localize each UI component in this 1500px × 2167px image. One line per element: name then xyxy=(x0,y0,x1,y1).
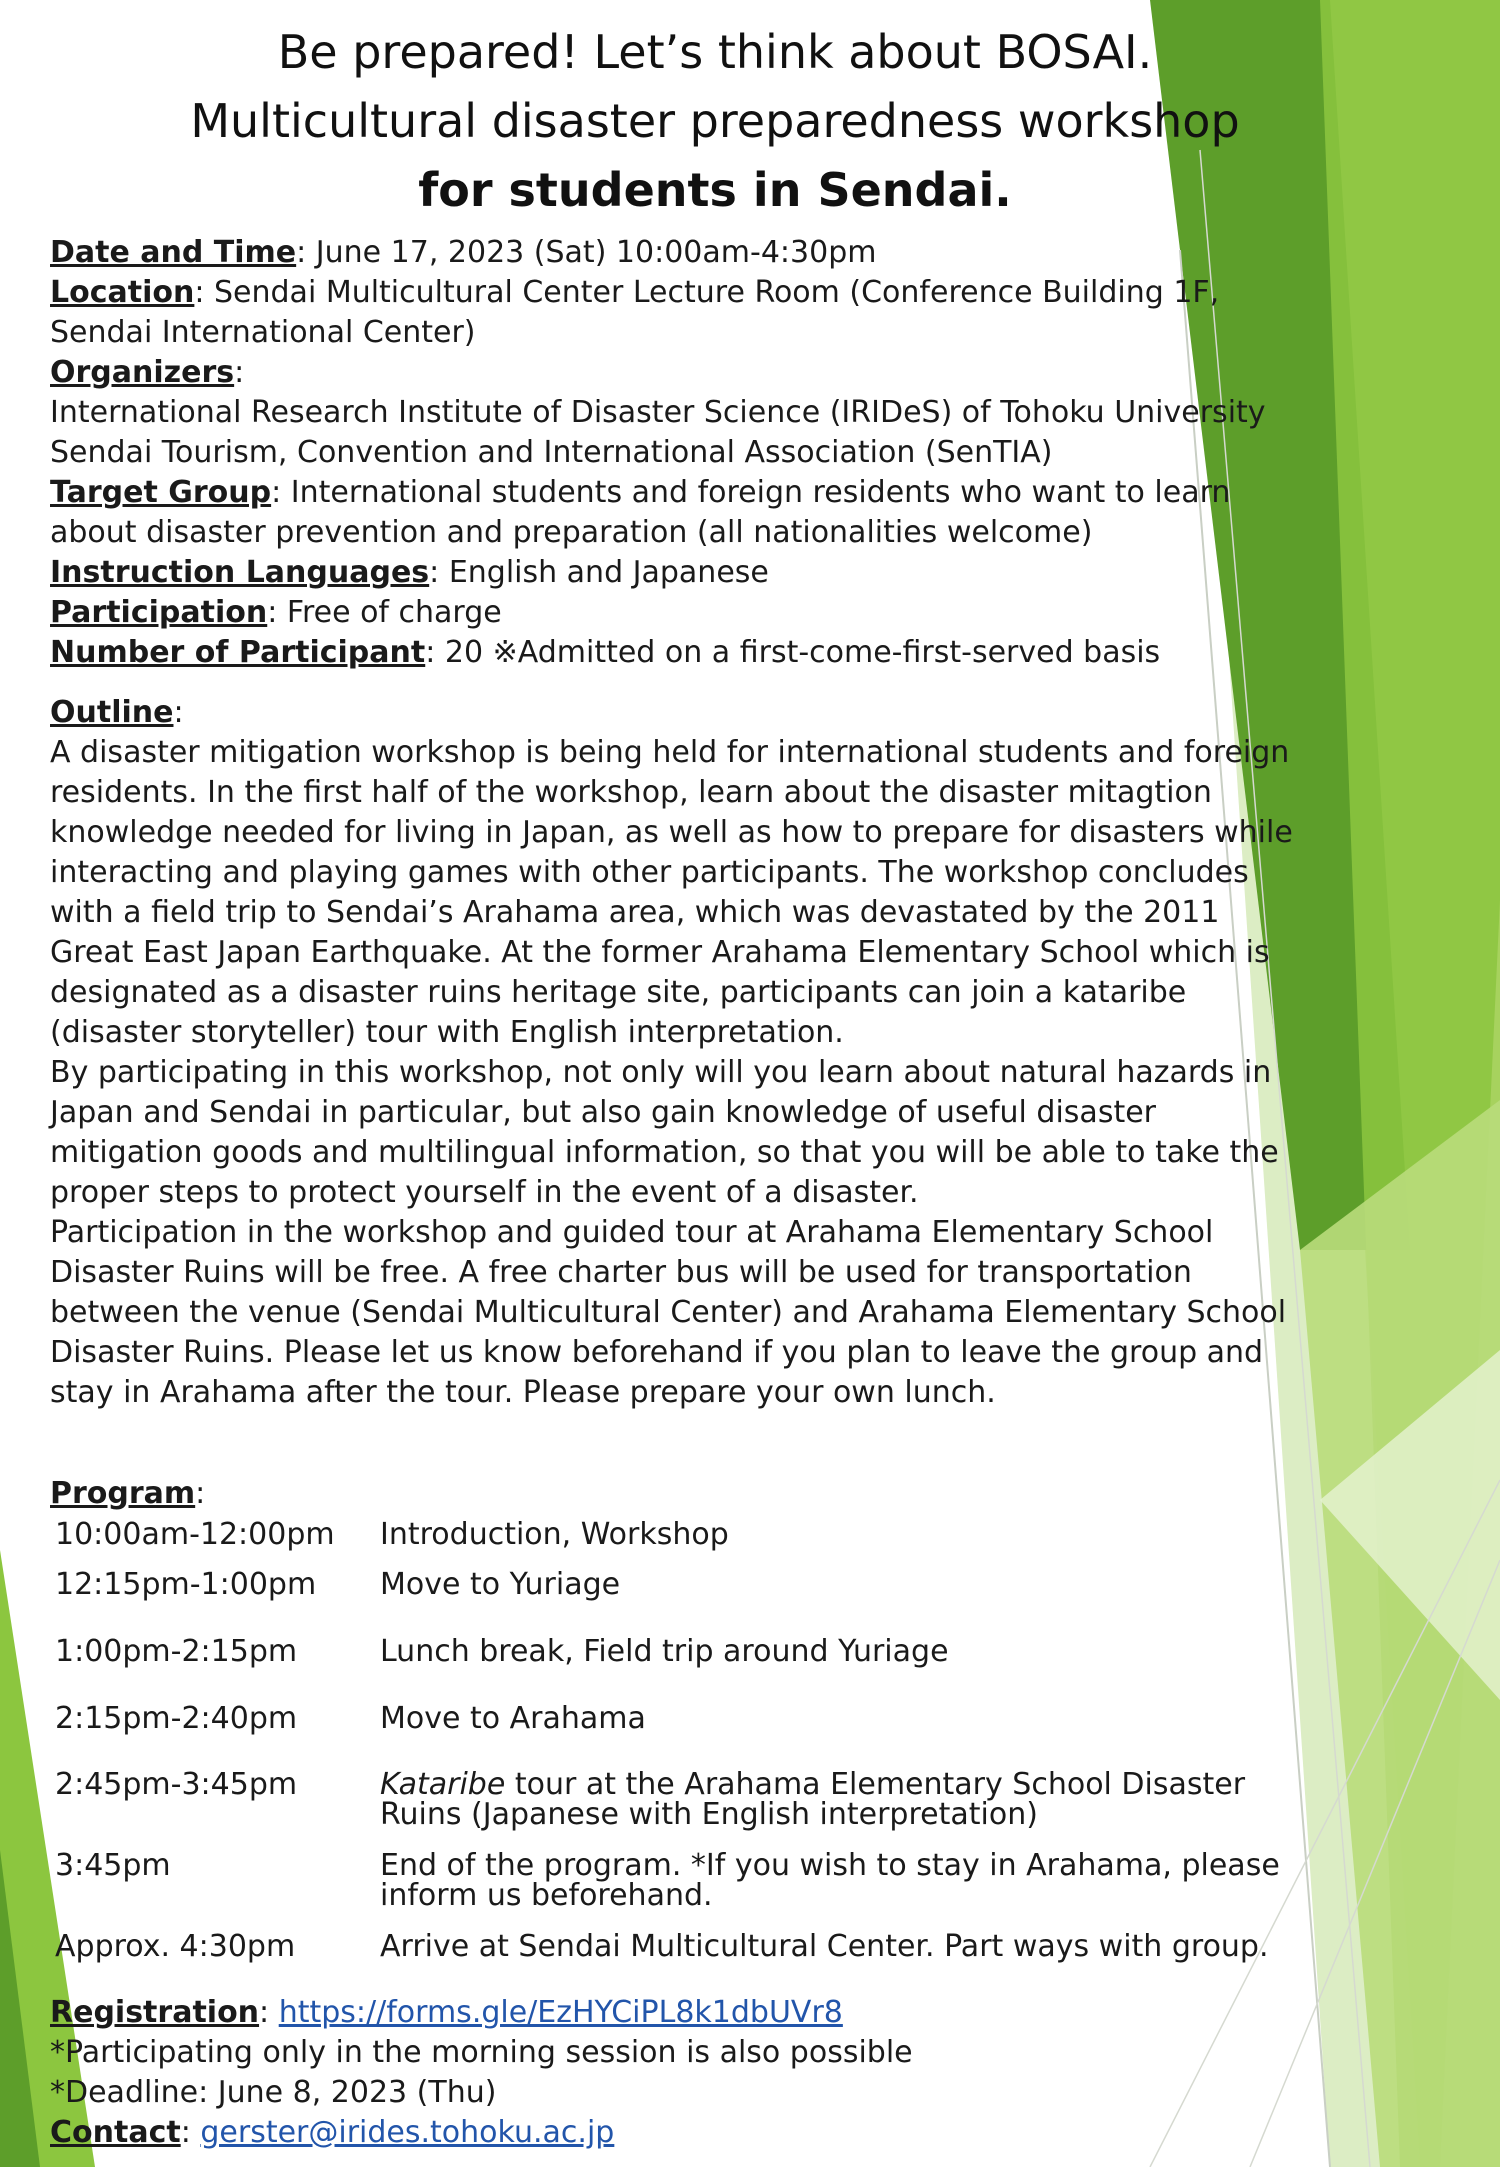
program-time: 2:45pm-3:45pm xyxy=(55,1767,298,1802)
program-desc-italic: Kataribe xyxy=(380,1767,506,1802)
program-desc xyxy=(380,1767,1330,1832)
title-line-1: Be prepared! Let’s think about BOSAI. xyxy=(277,25,1153,79)
date-row xyxy=(50,233,1300,273)
number-value: : 20 ※Admitted on a first-come-first-served basis xyxy=(425,635,1161,670)
number-row xyxy=(50,633,1300,673)
languages-label: Instruction Languages xyxy=(50,555,430,590)
participation-row xyxy=(50,593,1300,633)
organizers-label: Organizers xyxy=(50,355,235,390)
outline-paragraph-2: By participating in this workshop, not only will you learn about natural hazards in Japan and Sendai in particular, but also gain knowledge of useful disaster mitigation goods and multilingual information, so that you will be able to take the proper steps to protect yourself in the event of a disaster. xyxy=(50,1055,1279,1210)
outline-section xyxy=(50,693,1310,1413)
deadline-note: *Deadline: June 8, 2023 (Thu) xyxy=(50,2075,497,2110)
number-label: Number of Participant xyxy=(50,635,426,670)
contact-label: Contact xyxy=(50,2115,181,2150)
outline-heading xyxy=(50,693,1310,733)
event-info xyxy=(50,233,1300,673)
organizer-2: Sendai Tourism, Convention and International Association (SenTIA) xyxy=(50,435,1053,470)
location-label: Location xyxy=(50,275,195,310)
program-desc-text: tour at the Arahama Elementary School Disaster Ruins (Japanese with English interpretation) xyxy=(380,1767,1246,1832)
program-time: 1:00pm-2:15pm xyxy=(55,1634,298,1669)
languages-value: : English and Japanese xyxy=(429,555,769,590)
registration-colon: : xyxy=(259,1995,279,2030)
organizers-colon: : xyxy=(234,355,245,390)
target-label: Target Group xyxy=(50,475,272,510)
contact-row xyxy=(50,2113,1300,2153)
program-desc: Move to Arahama xyxy=(380,1701,646,1736)
program-time: 2:15pm-2:40pm xyxy=(55,1701,298,1736)
participation-value: : Free of charge xyxy=(267,595,502,630)
date-label: Date and Time xyxy=(50,235,297,270)
target-row xyxy=(50,473,1300,513)
target-value: : International students and foreign residents who want to learn xyxy=(271,475,1231,510)
morning-note: *Participating only in the morning session is also possible xyxy=(50,2035,913,2070)
program-time: 12:15pm-1:00pm xyxy=(55,1567,317,1602)
location-row-2: Sendai International Center) xyxy=(50,315,476,350)
program-colon: : xyxy=(195,1476,206,1511)
outline-paragraph-3: Participation in the workshop and guided tour at Arahama Elementary School Disaster Ruins will be free. A free charter bus will be used for transportation between the venue (Sendai Multicultural Center) and Arahama Elementary School Disaster Ruins. Please let us know beforehand if you plan to leave the group and stay in Arahama after the tour. Please prepare your own lunch. xyxy=(50,1215,1287,1410)
contact-colon: : xyxy=(180,2115,201,2150)
outline-colon: : xyxy=(173,695,184,730)
target-row-2: about disaster prevention and preparation (all nationalities welcome) xyxy=(50,515,1093,550)
registration-link[interactable]: https://forms.gle/EzHYCiPL8k1dbUVr8 xyxy=(278,1995,843,2030)
location-row xyxy=(50,273,1300,313)
program-time: 3:45pm xyxy=(55,1848,171,1883)
program-heading xyxy=(50,1474,1310,1514)
title-line-2: Multicultural disaster preparedness workshop xyxy=(190,94,1240,148)
program-desc: Move to Yuriage xyxy=(380,1567,621,1602)
program-time: 10:00am-12:00pm xyxy=(55,1517,335,1552)
program-section xyxy=(50,1474,1310,1514)
organizers-row xyxy=(50,353,1300,393)
contact-email-link[interactable]: gerster@irides.tohoku.ac.jp xyxy=(200,2115,615,2150)
program-desc: Introduction, Workshop xyxy=(380,1517,729,1552)
organizer-1: International Research Institute of Disaster Science (IRIDeS) of Tohoku University xyxy=(50,395,1266,430)
languages-row xyxy=(50,553,1300,593)
program-label: Program xyxy=(50,1476,196,1511)
program-time: Approx. 4:30pm xyxy=(55,1929,296,1964)
program-desc: End of the program. *If you wish to stay in Arahama, please inform us beforehand. xyxy=(380,1848,1280,1913)
footer-section xyxy=(50,1993,1300,2153)
registration-label: Registration xyxy=(50,1995,260,2030)
registration-row xyxy=(50,1993,1300,2033)
date-value: : June 17, 2023 (Sat) 10:00am-4:30pm xyxy=(296,235,877,270)
location-value: : Sendai Multicultural Center Lecture Room (Conference Building 1F, xyxy=(194,275,1220,310)
title-line-3: for students in Sendai. xyxy=(418,163,1012,217)
participation-label: Participation xyxy=(50,595,268,630)
flyer-title xyxy=(150,18,1280,225)
outline-paragraph-1: A disaster mitigation workshop is being held for international students and foreign residents. In the first half of the workshop, learn about the disaster mitagtion knowledge needed for living in Japan, as well as how to prepare for disasters while interacting and playing games with other participants. The workshop concludes with a field trip to Sendai’s Arahama area, which was devastated by the 2011 Great East Japan Earthquake. At the former Arahama Elementary School which is designated as a disaster ruins heritage site, participants can join a kataribe (disaster storyteller) tour with English interpretation. xyxy=(50,735,1293,1050)
outline-label: Outline xyxy=(50,695,174,730)
program-desc: Arrive at Sendai Multicultural Center. Part ways with group. xyxy=(380,1929,1269,1964)
program-desc: Lunch break, Field trip around Yuriage xyxy=(380,1634,949,1669)
